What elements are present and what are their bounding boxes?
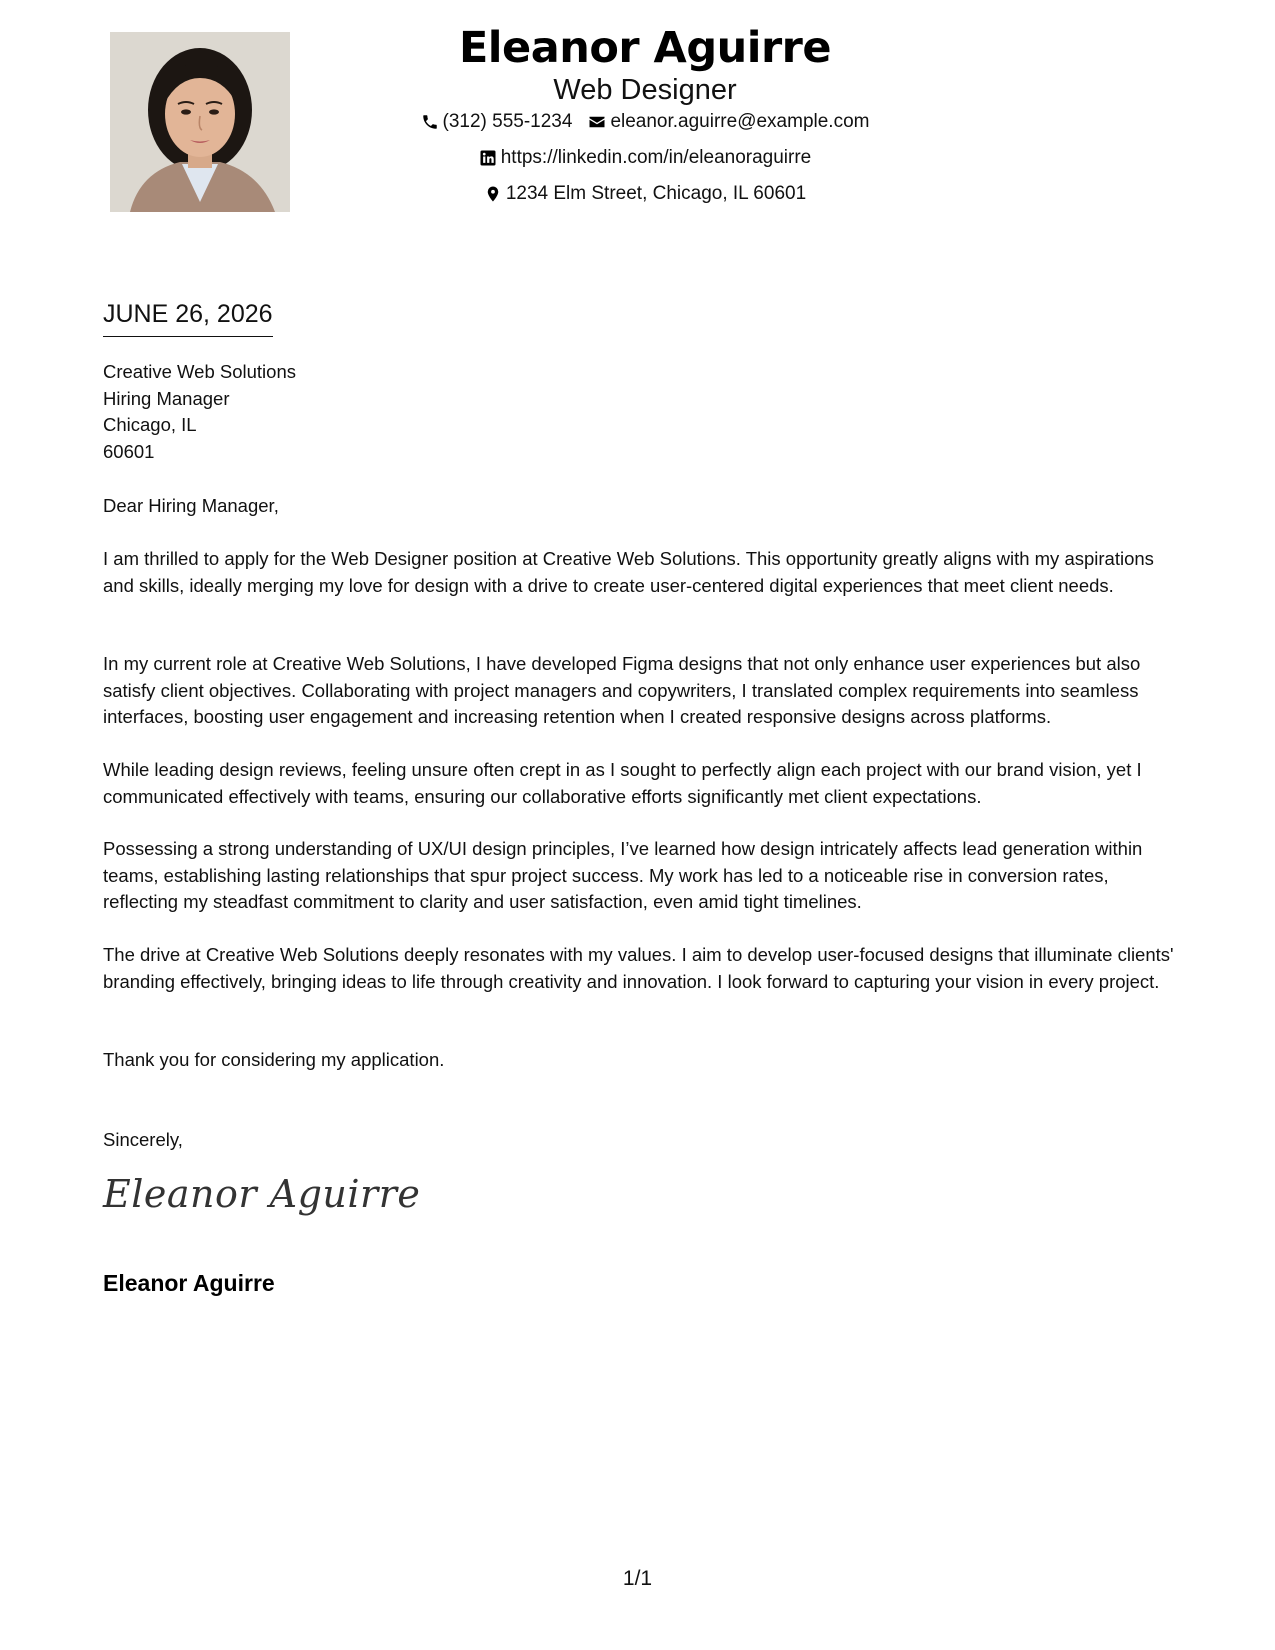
body-paragraph: I am thrilled to apply for the Web Designer position at Creative Web Solutions. This opportunity greatly aligns with my aspirations and skills, ideally merging my love for design with a drive to create user-centered digital experiences that meet client needs. [103, 548, 1154, 596]
map-pin-icon [484, 185, 502, 203]
thanks-line: Thank you for considering my application. [103, 1049, 445, 1070]
page-number: 1/1 [622, 1567, 653, 1590]
contact-row-3 [340, 178, 950, 214]
recipient-company: Creative Web Solutions [103, 361, 296, 382]
linkedin-url[interactable]: https://linkedin.com/in/eleanoraguirre [500, 147, 812, 168]
recipient-city: Chicago, IL [103, 414, 197, 435]
linkedin-item[interactable] [479, 142, 812, 174]
phone-text: (312) 555-1234 [442, 111, 573, 132]
email-item[interactable] [588, 106, 869, 138]
profile-photo [110, 32, 290, 212]
applicant-name: Eleanor Aguirre [458, 23, 832, 73]
contact-row-2 [340, 142, 950, 178]
signed-name: Eleanor Aguirre [103, 1270, 275, 1296]
body-paragraph: Possessing a strong understanding of UX/UI design principles, I’ve learned how design intricately affects lead generation within teams, establishing lasting relationships that spur project success. My work has led to a noticeable rise in conversion rates, reflecting my steadfast commitment to clarity and user satisfaction, even amid tight timelines. [103, 838, 1143, 912]
envelope-icon [588, 113, 606, 131]
address-text: 1234 Elm Street, Chicago, IL 60601 [505, 183, 807, 204]
email-text[interactable]: eleanor.aguirre@example.com [610, 111, 870, 132]
closing-line: Sincerely, [103, 1129, 183, 1150]
phone-item [421, 106, 573, 138]
contact-row-1 [340, 106, 950, 142]
resume-header [340, 20, 950, 214]
applicant-title: Web Designer [553, 74, 737, 106]
recipient-zip: 60601 [103, 440, 155, 462]
recipient-contact: Hiring Manager [103, 387, 230, 409]
linkedin-icon [479, 149, 497, 167]
body-paragraph: In my current role at Creative Web Solutions, I have developed Figma designs that not only enhance user experiences but also satisfy client objectives. Collaborating with project managers and copywriters, I translated complex requirements into seamless interfaces, boosting user engagement and increasing retention when I created responsive designs across platforms. [103, 653, 1141, 727]
handwritten-signature: Eleanor Aguirre [103, 1172, 421, 1216]
recipient-block [103, 359, 1178, 465]
phone-icon [421, 113, 439, 131]
salutation: Dear Hiring Manager, [103, 495, 279, 516]
body-paragraph: While leading design reviews, feeling unsure often crept in as I sought to perfectly align each project with our brand vision, yet I communicated effectively with teams, ensuring our collaborative efforts significantly met client expectations. [103, 759, 1142, 807]
body-paragraph: The drive at Creative Web Solutions deeply resonates with my values. I aim to develop user-focused designs that illuminate clients' branding effectively, bringing ideas to life through creativity and innovation. I look forward to capturing your vision in every project. [103, 944, 1174, 992]
address-item [484, 178, 806, 210]
letter-date: JUNE 26, 2026 [103, 298, 273, 337]
